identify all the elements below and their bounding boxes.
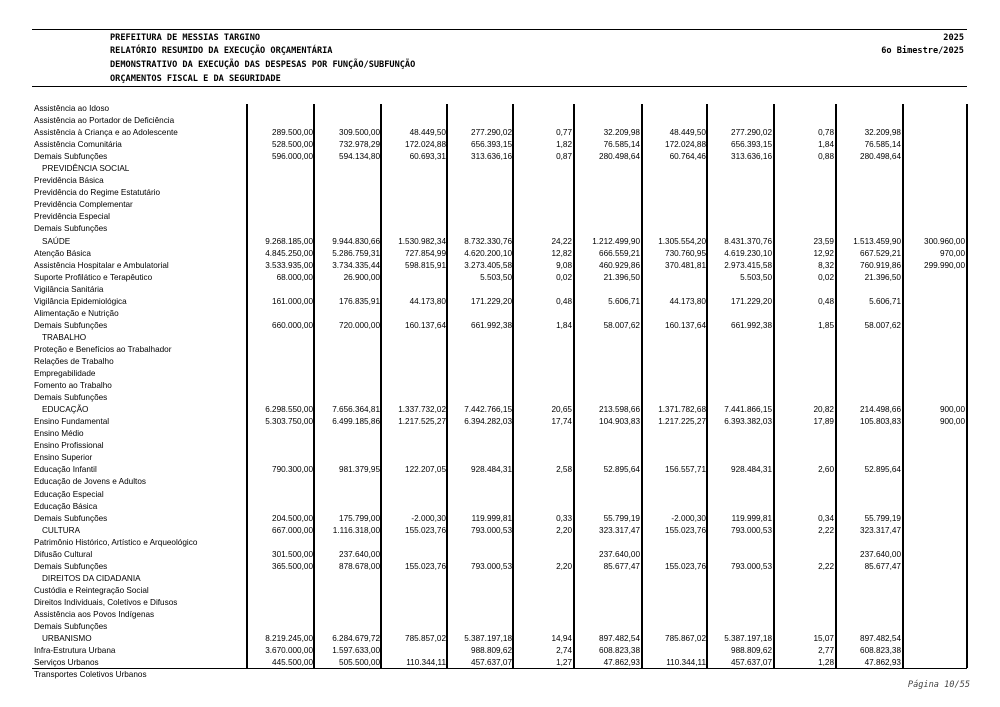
table-row: [0, 585, 1000, 597]
table-row: [0, 115, 1000, 127]
value-cell: 55.799,19: [603, 513, 640, 523]
subfunction-label: Educação Infantil: [34, 465, 97, 475]
value-cell: 160.137,64: [405, 320, 446, 330]
value-cell: 1,82: [556, 140, 572, 150]
value-cell: 110.344,11: [666, 658, 706, 668]
table-row: [0, 223, 1000, 235]
value-cell: 280.498,64: [599, 152, 640, 162]
table-row: [0, 356, 1000, 368]
subfunction-label: Demais Subfunções: [34, 393, 108, 403]
subfunction-label: Transportes Coletivos Urbanos: [34, 670, 147, 680]
header-bottom-rule: [32, 86, 967, 87]
table-row: [0, 597, 1000, 609]
value-cell: 2.973.415,58: [724, 260, 772, 270]
value-cell: 3.734.335,44: [332, 260, 380, 270]
expense-table: [0, 103, 1000, 681]
value-cell: 155.023,76: [405, 561, 446, 571]
value-cell: 313.636,16: [731, 152, 772, 162]
subfunction-label: Demais Subfunções: [34, 513, 108, 523]
table-row: [0, 260, 1000, 272]
subfunction-label: Previdência do Regime Estatutário: [34, 188, 161, 198]
value-cell: 594.134,80: [339, 152, 380, 162]
value-cell: 171.229,20: [471, 296, 512, 306]
value-cell: 2,22: [818, 525, 834, 535]
function-label: CULTURA: [42, 525, 81, 535]
value-cell: 596.000,00: [272, 152, 313, 162]
subfunction-label: Vigilância Sanitária: [34, 284, 104, 294]
value-cell: 445.500,00: [272, 658, 313, 668]
value-cell: 1.116.318,00: [332, 525, 380, 535]
value-cell: 15,07: [813, 634, 834, 644]
value-cell: 237.640,00: [860, 549, 901, 559]
value-cell: 85.677,47: [603, 561, 640, 571]
value-cell: 1.217.525,27: [398, 417, 446, 427]
value-cell: 176.835,91: [339, 296, 380, 306]
function-label: EDUCAÇÃO: [42, 405, 89, 415]
value-cell: 785.867,02: [665, 634, 706, 644]
value-cell: 155.023,76: [665, 525, 706, 535]
value-cell: 656.393,15: [731, 140, 772, 150]
table-row: [0, 332, 1000, 344]
value-cell: 3.533.935,00: [265, 260, 313, 270]
value-cell: 785.857,02: [405, 634, 446, 644]
function-label: SAÚDE: [42, 236, 71, 246]
value-cell: 7.442.766,15: [464, 405, 512, 415]
subfunction-label: Assistência ao Idoso: [34, 104, 110, 113]
value-cell: 3.273.405,58: [464, 260, 512, 270]
function-label: TRABALHO: [42, 332, 87, 342]
value-cell: 277.290,02: [471, 128, 512, 138]
value-cell: 155.023,76: [405, 525, 446, 535]
value-cell: 119.999,81: [471, 513, 512, 523]
page-number: Página 10/55: [907, 680, 970, 690]
value-cell: 214.498,66: [860, 405, 901, 415]
statement-title: DEMONSTRATIVO DA EXECUÇÃO DAS DESPESAS POR FUNÇÃO/SUBFUNÇÃO: [110, 60, 416, 70]
subfunction-label: Assistência aos Povos Indígenas: [34, 609, 155, 619]
table-row: [0, 476, 1000, 488]
value-cell: 47.862,93: [864, 658, 901, 668]
subfunction-label: Direitos Individuais, Coletivos e Difusos: [34, 597, 178, 607]
value-cell: 58.007,62: [864, 320, 901, 330]
table-row: [0, 296, 1000, 308]
table-row: [0, 187, 1000, 199]
value-cell: 988.809,62: [471, 646, 512, 656]
report-period: 6o Bimestre/2025: [881, 46, 964, 56]
table-row: [0, 236, 1000, 248]
value-cell: 44.173,80: [669, 296, 706, 306]
value-cell: 790.300,00: [272, 465, 313, 475]
table-row: [0, 464, 1000, 476]
value-cell: 172.024,88: [405, 140, 446, 150]
table-row: [0, 380, 1000, 392]
value-cell: 122.207,05: [405, 465, 446, 475]
value-cell: 9.944.830,66: [332, 236, 380, 246]
value-cell: 55.799,19: [864, 513, 901, 523]
value-cell: 12,92: [813, 248, 834, 258]
subfunction-label: Ensino Superior: [34, 453, 93, 463]
value-cell: 1,84: [818, 140, 834, 150]
table-row: [0, 440, 1000, 452]
value-cell: 52.895,64: [864, 465, 901, 475]
value-cell: 0,02: [818, 272, 834, 282]
value-cell: 323.317,47: [860, 525, 901, 535]
value-cell: 897.482,54: [599, 634, 640, 644]
value-cell: 365.500,00: [272, 561, 313, 571]
value-cell: 661.992,38: [471, 320, 512, 330]
value-cell: 20,82: [813, 405, 834, 415]
table-row: [0, 151, 1000, 163]
value-cell: 105.803,83: [860, 417, 901, 427]
value-cell: 760.919,86: [860, 260, 901, 270]
value-cell: 608.823,38: [599, 646, 640, 656]
value-cell: 1.371.782,68: [658, 405, 706, 415]
value-cell: 0,34: [818, 513, 834, 523]
value-cell: 47.862,93: [603, 658, 640, 668]
value-cell: 161.000,00: [272, 296, 313, 306]
subfunction-label: Proteção e Benefícios ao Trabalhador: [34, 344, 172, 354]
table-row: [0, 344, 1000, 356]
table-row: [0, 416, 1000, 428]
budgets-title: ORÇAMENTOS FISCAL E DA SEGURIDADE: [110, 74, 281, 84]
table-row: [0, 573, 1000, 585]
value-cell: 14,94: [551, 634, 572, 644]
value-cell: 5.286.759,31: [332, 248, 380, 258]
value-cell: 5.387.197,18: [464, 634, 512, 644]
subfunction-label: Difusão Cultural: [34, 549, 93, 559]
function-label: DIREITOS DA CIDADANIA: [42, 573, 141, 583]
value-cell: 160.137,64: [665, 320, 706, 330]
value-cell: 970,00: [939, 248, 965, 258]
value-cell: 119.999,81: [731, 513, 772, 523]
value-cell: 4.845.250,00: [265, 248, 313, 258]
value-cell: 667.529,21: [860, 248, 901, 258]
subfunction-label: Ensino Médio: [34, 429, 84, 439]
value-cell: 1,28: [818, 658, 834, 668]
value-cell: 8.219.245,00: [265, 634, 313, 644]
subfunction-label: Previdência Especial: [34, 212, 111, 222]
subfunction-label: Serviços Urbanos: [34, 658, 99, 668]
subfunction-label: Relações de Trabalho: [34, 356, 114, 366]
table-row: [0, 103, 1000, 115]
value-cell: 4.620.200,10: [464, 248, 512, 258]
value-cell: 301.500,00: [272, 549, 313, 559]
table-row: [0, 501, 1000, 513]
value-cell: 793.000,53: [471, 561, 512, 571]
value-cell: 3.670.000,00: [265, 646, 313, 656]
value-cell: 1,85: [818, 320, 834, 330]
value-cell: 981.379,95: [339, 465, 380, 475]
value-cell: 0,88: [818, 152, 834, 162]
subfunction-label: Educação Básica: [34, 501, 98, 511]
value-cell: 313.636,16: [471, 152, 512, 162]
table-row: [0, 513, 1000, 525]
value-cell: 7.441.866,15: [724, 405, 772, 415]
value-cell: 24,22: [551, 236, 572, 246]
value-cell: 76.585,14: [864, 140, 901, 150]
value-cell: 2,20: [556, 561, 572, 571]
table-row: [0, 308, 1000, 320]
value-cell: 277.290,02: [731, 128, 772, 138]
value-cell: 528.500,00: [272, 140, 313, 150]
value-cell: 1.337.732,02: [398, 405, 446, 415]
subfunction-label: Assistência Comunitária: [34, 140, 122, 150]
value-cell: 1.513.459,90: [853, 236, 901, 246]
table-row: [0, 404, 1000, 416]
value-cell: 1.530.982,34: [398, 236, 446, 246]
value-cell: 660.000,00: [272, 320, 313, 330]
value-cell: 730.760,95: [665, 248, 706, 258]
value-cell: 1,27: [556, 658, 572, 668]
value-cell: 155.023,76: [665, 561, 706, 571]
value-cell: 1,84: [556, 320, 572, 330]
value-cell: 0,48: [556, 296, 572, 306]
subfunction-label: Empregabilidade: [34, 369, 96, 379]
value-cell: 60.764,46: [669, 152, 706, 162]
subfunction-label: Demais Subfunções: [34, 622, 108, 632]
value-cell: 12,82: [551, 248, 572, 258]
value-cell: 5.503,50: [480, 272, 512, 282]
value-cell: 300.960,00: [924, 236, 965, 246]
value-cell: 1.597.633,00: [332, 646, 380, 656]
subfunction-label: Assistência ao Portador de Deficiência: [34, 116, 175, 126]
value-cell: 598.815,91: [405, 260, 446, 270]
table-row: [0, 537, 1000, 549]
value-cell: 171.229,20: [731, 296, 772, 306]
value-cell: 172.024,88: [665, 140, 706, 150]
value-cell: 52.895,64: [603, 465, 640, 475]
value-cell: 7.656.364,81: [332, 405, 380, 415]
value-cell: 460.929,86: [599, 260, 640, 270]
value-cell: 2,22: [818, 561, 834, 571]
table-row: [0, 284, 1000, 296]
value-cell: 2,74: [556, 646, 572, 656]
value-cell: 175.799,00: [339, 513, 380, 523]
value-cell: 48.449,50: [669, 128, 706, 138]
value-cell: 21.396,50: [603, 272, 640, 282]
table-row: [0, 609, 1000, 621]
value-cell: 5.303.750,00: [265, 417, 313, 427]
value-cell: 6.284.679,72: [332, 634, 380, 644]
value-cell: 988.809,62: [731, 646, 772, 656]
value-cell: 2,58: [556, 465, 572, 475]
value-cell: 8.431.370,76: [724, 236, 772, 246]
value-cell: 156.557,71: [665, 465, 706, 475]
value-cell: 6.499.185,86: [332, 417, 380, 427]
value-cell: 60.693,31: [409, 152, 446, 162]
value-cell: 2,60: [818, 465, 834, 475]
value-cell: 457.637,07: [471, 658, 512, 668]
value-cell: 8,32: [818, 260, 834, 270]
subfunction-label: Ensino Profissional: [34, 441, 104, 451]
value-cell: 48.449,50: [409, 128, 446, 138]
subfunction-label: Previdência Complementar: [34, 200, 133, 210]
value-cell: 299.990,00: [924, 260, 965, 270]
value-cell: 23,59: [813, 236, 834, 246]
value-cell: 68.000,00: [276, 272, 313, 282]
value-cell: 44.173,80: [409, 296, 446, 306]
value-cell: 58.007,62: [603, 320, 640, 330]
subfunction-label: Ensino Fundamental: [34, 417, 110, 427]
value-cell: -2.000,30: [411, 513, 446, 523]
table-row: [0, 621, 1000, 633]
value-cell: 17,89: [813, 417, 834, 427]
value-cell: 289.500,00: [272, 128, 313, 138]
value-cell: 9.268.185,00: [265, 236, 313, 246]
subfunction-label: Alimentação e Nutrição: [34, 308, 119, 318]
table-row: [0, 525, 1000, 537]
value-cell: 2,77: [818, 646, 834, 656]
value-cell: 5.606,71: [608, 296, 640, 306]
value-cell: 2,20: [556, 525, 572, 535]
value-cell: 457.637,07: [731, 658, 772, 668]
value-cell: 323.317,47: [599, 525, 640, 535]
value-cell: 878.678,00: [339, 561, 380, 571]
value-cell: 104.903,83: [599, 417, 640, 427]
value-cell: 727.854,99: [405, 248, 446, 258]
table-row: [0, 428, 1000, 440]
value-cell: 17,74: [551, 417, 572, 427]
report-year: 2025: [943, 33, 964, 43]
value-cell: 237.640,00: [339, 549, 380, 559]
value-cell: 370.481,81: [665, 260, 706, 270]
value-cell: 32.209,98: [864, 128, 901, 138]
subfunction-label: Previdência Básica: [34, 176, 104, 186]
value-cell: 110.344,11: [406, 658, 446, 668]
value-cell: 793.000,53: [471, 525, 512, 535]
function-label: URBANISMO: [42, 634, 92, 644]
table-row: [0, 392, 1000, 404]
value-cell: 213.598,66: [599, 405, 640, 415]
table-row: [0, 175, 1000, 187]
value-cell: 661.992,38: [731, 320, 772, 330]
header-top-rule: [32, 29, 967, 30]
value-cell: 897.482,54: [860, 634, 901, 644]
table-row: [0, 163, 1000, 175]
subfunction-label: Assistência à Criança e ao Adolescente: [34, 128, 178, 138]
value-cell: 0,33: [556, 513, 572, 523]
subfunction-label: Demais Subfunções: [34, 320, 108, 330]
table-row: [0, 669, 1000, 681]
table-row: [0, 211, 1000, 223]
value-cell: 720.000,00: [339, 320, 380, 330]
value-cell: 280.498,64: [860, 152, 901, 162]
value-cell: 0,87: [556, 152, 572, 162]
value-cell: 6.393.382,03: [724, 417, 772, 427]
table-row: [0, 489, 1000, 501]
subfunction-label: Infra-Estrutura Urbana: [34, 646, 116, 656]
value-cell: 608.823,38: [860, 646, 901, 656]
table-row: [0, 127, 1000, 139]
value-cell: 900,00: [939, 417, 965, 427]
value-cell: 8.732.330,76: [464, 236, 512, 246]
subfunction-label: Demais Subfunções: [34, 152, 108, 162]
value-cell: 900,00: [939, 405, 965, 415]
value-cell: 0,48: [818, 296, 834, 306]
value-cell: 204.500,00: [272, 513, 313, 523]
value-cell: 4.619.230,10: [724, 248, 772, 258]
subfunction-label: Patrimônio Histórico, Artístico e Arqueológico: [34, 537, 198, 547]
value-cell: 20,65: [551, 405, 572, 415]
subfunction-label: Custódia e Reintegração Social: [34, 585, 149, 595]
table-row: [0, 248, 1000, 260]
value-cell: 732.978,29: [339, 140, 380, 150]
value-cell: 6.298.550,00: [265, 405, 313, 415]
value-cell: 5.387.197,18: [724, 634, 772, 644]
value-cell: 237.640,00: [599, 549, 640, 559]
report-title: RELATÓRIO RESUMIDO DA EXECUÇÃO ORÇAMENTÁRIA: [110, 46, 333, 56]
table-row: [0, 272, 1000, 284]
subfunction-label: Demais Subfunções: [34, 224, 108, 234]
value-cell: -2.000,30: [671, 513, 706, 523]
value-cell: 1.212.499,90: [592, 236, 640, 246]
value-cell: 85.677,47: [864, 561, 901, 571]
value-cell: 1.217.225,27: [658, 417, 706, 427]
subfunction-label: Suporte Profilático e Terapêutico: [34, 272, 153, 282]
value-cell: 0,78: [818, 128, 834, 138]
table-row: [0, 645, 1000, 657]
table-row: [0, 368, 1000, 380]
value-cell: 793.000,53: [731, 525, 772, 535]
value-cell: 21.396,50: [864, 272, 901, 282]
table-row: [0, 633, 1000, 645]
value-cell: 0,02: [556, 272, 572, 282]
value-cell: 656.393,15: [471, 140, 512, 150]
value-cell: 9,08: [556, 260, 572, 270]
subfunction-label: Vigilância Epidemiológica: [34, 296, 127, 306]
value-cell: 309.500,00: [339, 128, 380, 138]
value-cell: 6.394.282,03: [464, 417, 512, 427]
value-cell: 928.484,31: [471, 465, 512, 475]
subfunction-label: Assistência Hospitalar e Ambulatorial: [34, 260, 169, 270]
subfunction-label: Atenção Básica: [34, 248, 91, 258]
value-cell: 76.585,14: [603, 140, 640, 150]
subfunction-label: Demais Subfunções: [34, 561, 108, 571]
value-cell: 32.209,98: [603, 128, 640, 138]
value-cell: 666.559,21: [599, 248, 640, 258]
function-label: PREVIDÊNCIA SOCIAL: [42, 164, 130, 174]
municipality-name: PREFEITURA DE MESSIAS TARGINO: [110, 33, 261, 43]
table-row: [0, 452, 1000, 464]
subfunction-label: Educação Especial: [34, 489, 104, 499]
subfunction-label: Educação de Jovens e Adultos: [34, 477, 146, 487]
value-cell: 505.500,00: [339, 658, 380, 668]
table-row: [0, 549, 1000, 561]
table-row: [0, 199, 1000, 211]
subfunction-label: Fomento ao Trabalho: [34, 381, 112, 391]
table-row: [0, 320, 1000, 332]
value-cell: 26.900,00: [343, 272, 380, 282]
value-cell: 793.000,53: [731, 561, 772, 571]
value-cell: 928.484,31: [731, 465, 772, 475]
value-cell: 667.000,00: [272, 525, 313, 535]
value-cell: 1.305.554,20: [658, 236, 706, 246]
value-cell: 0,77: [556, 128, 572, 138]
table-row: [0, 657, 1000, 669]
table-row: [0, 139, 1000, 151]
table-row: [0, 561, 1000, 573]
value-cell: 5.606,71: [869, 296, 901, 306]
value-cell: 5.503,50: [740, 272, 772, 282]
